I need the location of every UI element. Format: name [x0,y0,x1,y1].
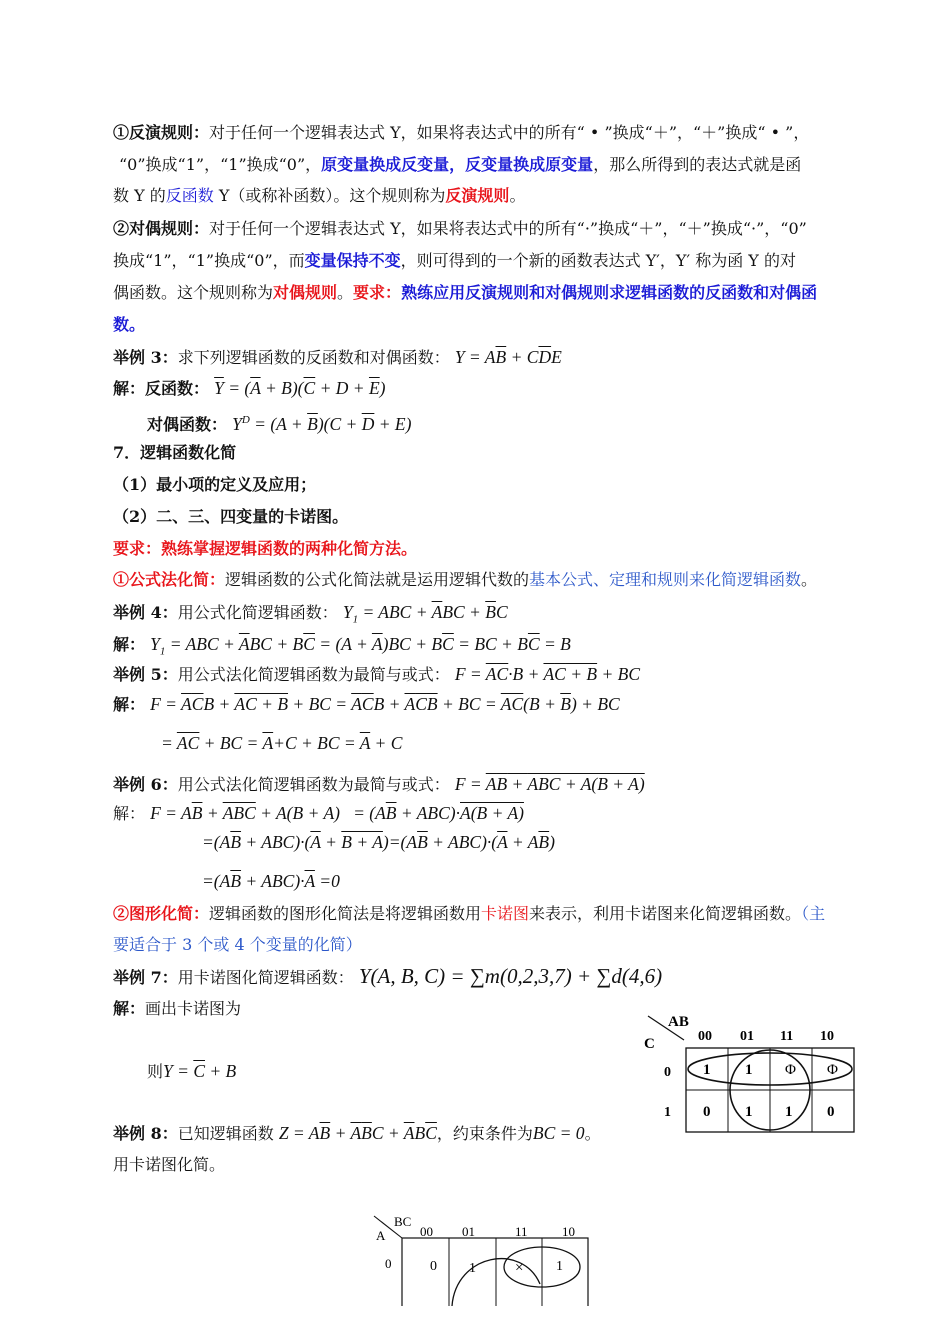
kmap1-row-0: 0 [664,1065,671,1080]
section7-requirement: 要求：熟练掌握逻辑函数的两种化简方法。 [113,539,418,558]
rule2-heading: ②对偶规则： [113,219,210,238]
kmap1-cell-0-2: Φ [785,1062,796,1078]
karnaugh-map-example7 [636,1010,858,1136]
example6-solution2: $=(A\overline{B} + ABC)\cdot(\overline{A} + B + A)=(A\overline{B} + ABC)\cdot(\overline{A} + A\overline{B})$ [202,832,555,852]
rule1-line2: “0”换成“1”，“1”换成“0”，原变量换成反变量，反变量换成原变量，那么所得到的表达式就是函 [119,155,802,174]
method2-line2: 要适合于 3 个或 4 个变量的化简） [113,935,362,954]
kmap2-col-00: 00 [420,1224,433,1239]
rule1-line3: 数 Y 的反函数 Y（或称补函数）。这个规则称为反演规则。 [113,186,526,205]
kmap2-cell-0-0: 0 [430,1259,437,1274]
example6-question: 举例 6：用公式法化简逻辑函数为最简与或式： F = AB + ABC + A(B + A) [113,774,645,794]
example8-question: 举例 8：已知逻辑函数 $Z = A\overline{B} + \overline{A}\overline{B}C + \overline{A}B\overline{C}$，约束条件为BC = 0。 [113,1123,601,1143]
karnaugh-map-example8 [372,1214,594,1306]
example7-result: 则$Y = \overline{C} + B$ [147,1061,237,1081]
kmap1-cell-1-3: 0 [827,1104,835,1120]
kmap1-cell-0-0: 1 [703,1062,711,1078]
rule2-line3: 偶函数。这个规则称为对偶规则。要求：熟练应用反演规则和对偶规则求逻辑函数的反函数和对偶函 [113,283,818,302]
kmap1-cell-1-2: 1 [785,1104,793,1120]
kmap1-col-01: 01 [740,1029,754,1044]
rule1-highlight: 原变量换成反变量，反变量换成原变量 [321,155,594,174]
example3-inverse: 解：反函数： $\overline{Y} = (\overline{A} + B)(\overline{C} + D + \overline{E})$ [113,378,386,398]
kmap2-col-var: A [376,1228,386,1243]
example3-formula: $Y = A\overline{B} + C\overline{D}E$ [454,347,562,367]
kmap2-col-11: 11 [515,1224,528,1239]
kmap2-cell-0-3: 1 [556,1259,563,1274]
kmap1-col-var: C [644,1036,655,1052]
example6-solution1: 解： $F = A\overline{B} + \overline{ABC} + A(B + A) = (A\overline{B} + ABC)\cdot A(B + A)$ [113,803,524,823]
section7-item1: （1）最小项的定义及应用； [113,475,317,494]
rule2-line4: 数。 [113,315,146,334]
rule2-line1: ②对偶规则：对于任何一个逻辑表达式 Y，如果将表达式中的所有“·”换成“＋”，“＋”换成“·”，“0” [113,219,807,238]
kmap2-row-0: 0 [385,1256,392,1271]
kmap2-col-10: 10 [562,1224,575,1239]
example8-instruction: 用卡诺图化简。 [113,1155,226,1174]
example3-question: 举例 3：求下列逻辑函数的反函数和对偶函数： $Y = A\overline{B} + C\overline{D}E$ [113,347,562,367]
example5-solution2: = AC + BC = $\overline{A}+C$ + BC = $\overline{A} + C$ [161,733,403,753]
example4-solution: 解： $Y_1$ = ABC + $\overline{A}BC + B\overline{C} = (A + \overline{A})BC + B\overline{C}$ = BC + $B\overline{C} = B$ [113,634,571,658]
kmap2-cell-0-1: 1 [469,1261,476,1276]
kmap2-row-var: BC [394,1214,412,1229]
method1-line: ①公式法化简：逻辑函数的公式化简法就是运用逻辑代数的基本公式、定理和规则来化简逻辑函数。 [113,570,818,589]
kmap1-cell-1-0: 0 [703,1104,711,1120]
example7-solution: 解：画出卡诺图为 [113,999,242,1018]
kmap1-col-00: 00 [698,1029,712,1044]
example5-question: 举例 5：用公式法化简逻辑函数为最简与或式： F = AC·B + AC + B + BC [113,664,641,684]
kmap1-cell-1-1: 1 [745,1104,753,1120]
kmap1-col-11: 11 [780,1029,794,1044]
rule1-heading: ①反演规则： [113,123,210,142]
rule2-line2: 换成“1”，“1”换成“0”，而变量保持不变，则可得到的一个新的函数表达式 Y′，Y′ 称为函 Y 的对 [113,251,796,270]
method2-line1: ②图形化简：逻辑函数的图形化简法是将逻辑函数用卡诺图来表示，利用卡诺图来化简逻辑函数。（主 [113,904,826,923]
section7-item2: （2）二、三、四变量的卡诺图。 [113,507,349,526]
example3-dual: 对偶函数： $Y^D = (A + \overline{B})(C + \overline{D} + E)$ [147,413,412,434]
kmap1-col-10: 10 [820,1029,834,1044]
example7-question: 举例 7：用卡诺图化简逻辑函数： Y(A, B, C) = ∑m(0,2,3,7) + ∑d(4,6) [113,964,663,988]
example5-solution1: 解： F = ACB + AC + B + BC = ACB + $AC\overline{B}$ + BC = $AC(B + \overline{B})$ + BC [113,694,620,714]
example4-question: 举例 4：用公式化简逻辑函数： $Y_1$ = ABC + $\overline{A}BC + \overline{B}C$ [113,602,508,626]
kmap2-cell-0-2: × [515,1260,524,1276]
kmap1-cell-0-3: Φ [827,1062,838,1078]
kmap1-cell-0-1: 1 [745,1062,753,1078]
kmap1-row-var: AB [668,1014,689,1030]
section7-title: 7．逻辑函数化简 [113,443,237,462]
kmap1-row-1: 1 [664,1105,671,1120]
example6-solution3: $=(A\overline{B} + ABC)\cdot\overline{A} =0$ [202,871,340,891]
rule1-line1: ①反演规则：对于任何一个逻辑表达式 Y，如果将表达式中的所有“ • ”换成“＋”，“＋”换成“ • ”， [113,123,810,142]
kmap2-col-01: 01 [462,1224,475,1239]
